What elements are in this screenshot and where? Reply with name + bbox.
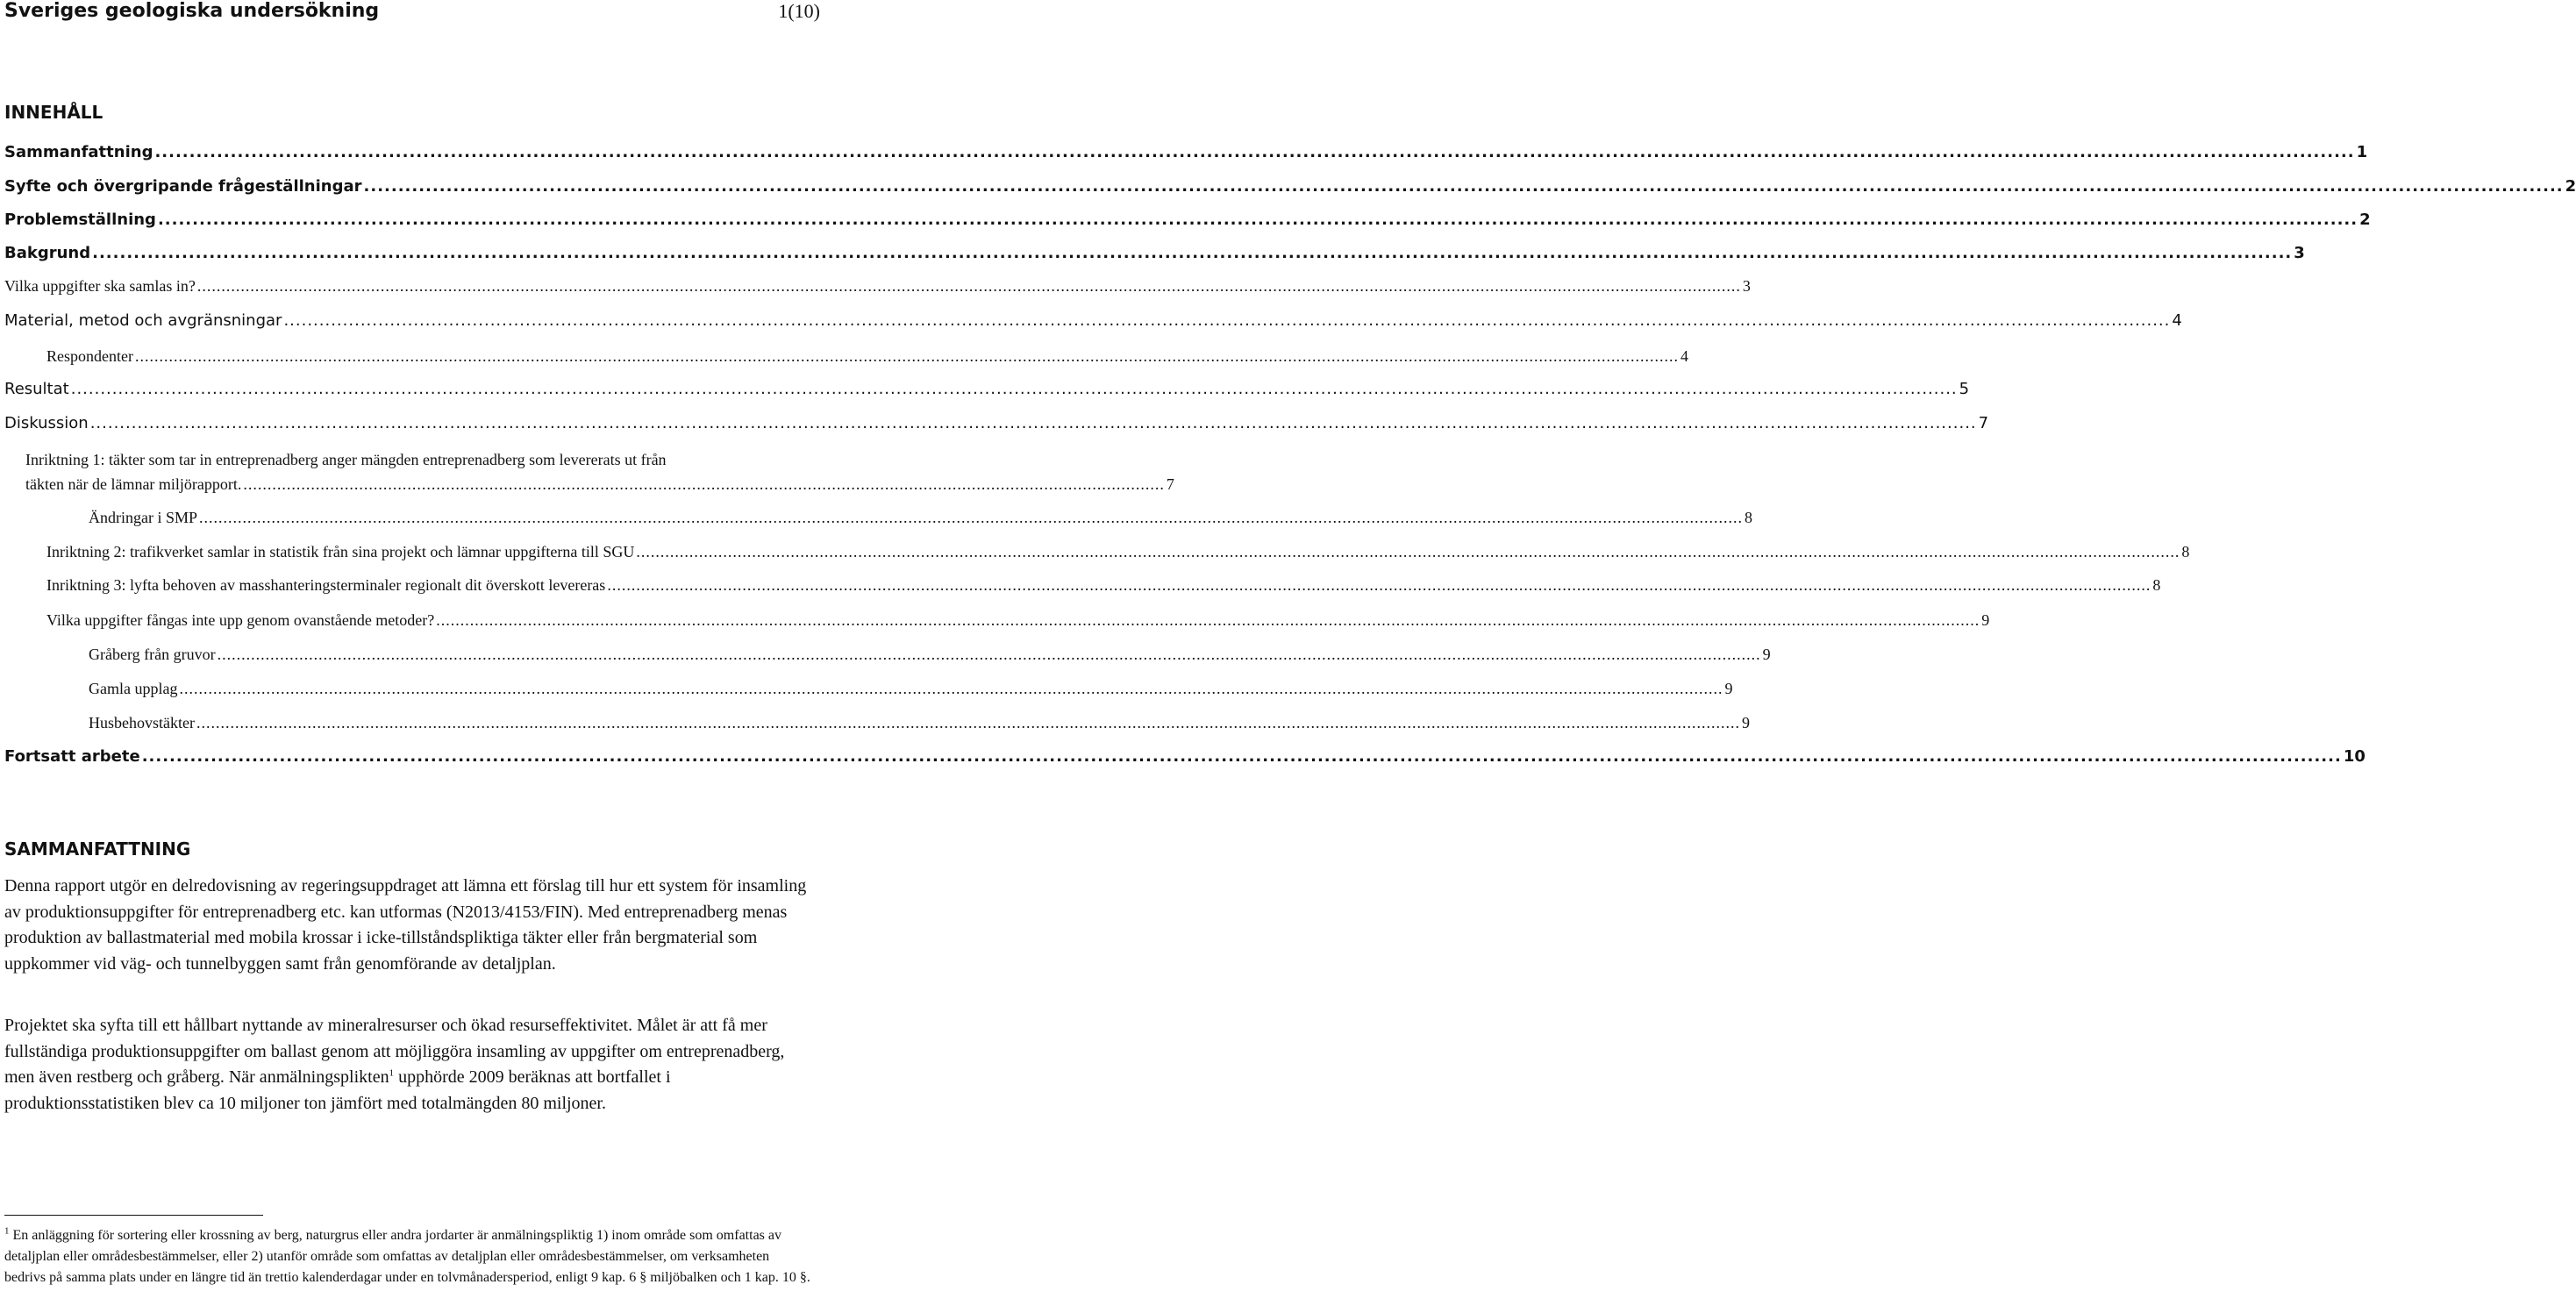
toc-entry[interactable] [25,607,1990,630]
toc-entry-label: Gråberg från gruvor [89,646,216,663]
toc-entry-page: 9 [1724,680,1733,697]
toc-entry-page: 7 [1166,475,1174,493]
toc-entry-page: 2 [2359,211,2371,229]
toc-entry-label: Gamla upplag [89,680,178,697]
toc-entry-page: 4 [1680,347,1688,365]
toc-entry-page: 8 [2181,543,2190,560]
toc-entry-label-line2: täkten när de lämnar miljörapport. [25,475,242,493]
toc-entry-page: 8 [2152,576,2161,594]
toc-entry-label: Vilka uppgifter ska samlas in? [4,277,196,295]
toc-entry-label: Syfte och övergripande frågeställningar [4,177,362,196]
toc-entry-page: 3 [2294,244,2305,262]
toc-entry-page: 9 [1762,646,1771,663]
toc-entry-label: Sammanfattning [4,143,153,161]
toc-entry[interactable] [25,343,1688,366]
summary-paragraph-2-text-a: Projektet ska syfta till ett hållbart nyttande av mineralresurser och ökad resurseffektivitet. Målet är att få mer fullständiga produktionsuppgifter om ballast genom att möjliggöra insamling av uppgifter om entreprenadberg, men även restberg och gråberg. När anmälningsplikten [4,1016,785,1087]
toc-entry-label: Respondenter [46,347,133,365]
toc-entry[interactable] [4,206,2371,229]
toc-entry-label-line1: Inriktning 1: täkter som tar in entreprenadberg anger mängden entreprenadberg som levererats ut från [25,451,667,468]
toc-entry-label: Ändringar i SMP [89,509,198,526]
footnote-reference[interactable]: 1 [389,1067,395,1079]
toc-entry[interactable] [4,239,2305,262]
toc-entry[interactable] [4,173,2576,196]
toc-entry[interactable] [46,675,1733,698]
toc-entry-wrapped[interactable] [25,447,1174,496]
toc-entry-label: Husbehovstäkter [89,714,195,731]
organization-name: Sveriges geologiska undersökning [4,0,380,22]
toc-entry-page: 1 [2356,143,2368,161]
toc-entry[interactable] [25,539,2190,561]
footnote-divider [4,1215,263,1216]
toc-entry-label: Resultat [4,380,69,398]
toc-entry-page: 2 [2565,177,2576,196]
toc-entry[interactable] [4,743,2365,766]
toc-entry-page: 9 [1741,714,1750,731]
toc-entry-label: Diskussion [4,414,89,432]
summary-heading: SAMMANFATTNING [4,838,191,860]
footnote-text: En anläggning för sortering eller krossning av berg, naturgrus eller andra jordarter är anmälningspliktig 1) inom område som omfattas av detaljplan eller områdesbestämmelser, eller 2) utanför område som omfattas av detaljplan eller områdesbestämmelser, om verksamheten bedrivs på samma plats under en längre tid än trettio kalenderdagar under en tolvmånadersperiod, enligt 9 kap. 6 § miljöbalken och 1 kap. 10 §. [4,1228,810,1285]
toc-entry[interactable] [46,710,1750,732]
toc-entry[interactable] [4,307,2182,330]
toc-entry[interactable] [4,139,2368,161]
page-indicator: 1(10) [778,0,820,22]
toc-entry[interactable] [46,504,1753,527]
toc-entry-label: Vilka uppgifter fångas inte upp genom ovanstående metoder? [46,611,435,629]
toc-entry-page: 4 [2172,311,2182,330]
toc-entry-label: Inriktning 2: trafikverket samlar in statistik från sina projekt och lämnar uppgifterna till SGU [46,543,635,560]
toc-entry[interactable] [4,273,1751,296]
toc-entry-label: Bakgrund [4,244,91,262]
summary-paragraph-2 [4,1013,811,1117]
summary-paragraph-2-text-b: upphörde 2009 beräknas att bortfallet i produktionsstatistiken blev ca 10 miljoner ton jämfört med totalmängden 80 miljoner. [4,1067,671,1113]
summary-paragraph-1: Denna rapport utgör en delredovisning av regeringsuppdraget att lämna ett förslag till hur ett system för insamling av produktionsuppgifter för entreprenadberg etc. kan utformas (N2013/4153/FIN). Med entreprenadberg menas produktion av ballastmaterial med mobila krossar i icke-tillståndspliktiga täkter eller från bergmaterial som uppkommer vid väg- och tunnelbyggen samt från genomförande av detaljplan. [4,876,807,974]
toc-entry-page: 3 [1742,277,1751,295]
page-header [4,0,820,26]
toc-entry-label: Inriktning 3: lyfta behoven av masshanteringsterminaler regionalt dit överskott levereras [46,576,606,594]
toc-entry[interactable] [4,375,1970,398]
toc-entry-page: 10 [2343,747,2365,766]
toc-entry-label: Material, metod och avgränsningar [4,311,282,330]
toc-entry-page: 9 [1981,611,1990,629]
toc-entry-label: Problemställning [4,211,156,229]
toc-entry[interactable] [46,641,1771,664]
toc-entry[interactable] [4,410,1989,432]
footnote-marker: 1 [4,1225,10,1237]
toc-entry-label: Fortsatt arbete [4,747,140,766]
toc-entry[interactable] [25,572,2161,595]
footnote [4,1225,811,1288]
toc-entry-page: 5 [1959,380,1970,398]
toc-title: INNEHÅLL [4,102,103,123]
toc-entry-page: 7 [1978,414,1989,432]
toc-entry-page: 8 [1745,509,1753,526]
